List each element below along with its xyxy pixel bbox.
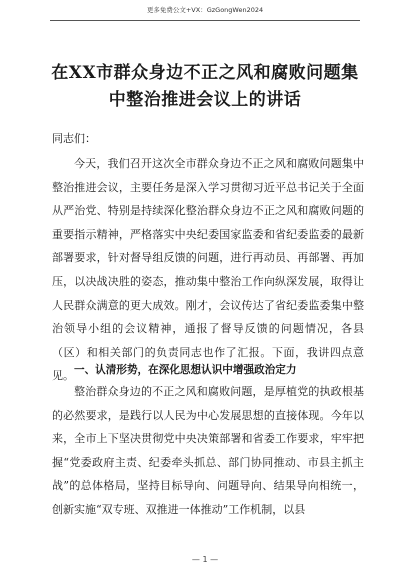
header-note: 更多免费公文+VX：GzGongWen2024 (146, 6, 264, 14)
title-line-1: 在XX市群众身边不正之风和腐败问题集 (51, 63, 359, 83)
salutation: 同志们： (52, 132, 96, 145)
paragraph-section-1: 整治群众身边的不正之风和腐败问题，是厚植党的执政根基的必然要求，是践行以人民为中心发展思想的直接体现。今年以来，全市上下坚决贯彻党中央决策部署和省委工作要求，牢牢把握“党委政府主责、纪委牵头抓总、部门协同推动、市县主抓主战”的总体格局，坚持目标导向、问题导向、结果导向相统一，创新实施“双专班、双推进一体推动”工作机制，以县 (52, 385, 364, 516)
paragraph-opening: 今天，我们召开这次全市群众身边不正之风和腐败问题集中整治推进会议，主要任务是深入学习贯彻习近平总书记关于全面从严治党、特别是持续深化整治群众身边不正之风和腐败问题的重要指示精神，严格落实中央纪委国家监委和省纪委监委的最新部署要求，针对督导组反馈的问题，进行再动员、再部署、再加压，以决战决胜的姿态，推动集中整治工作向纵深发展，取得让人民群众满意的更大成效。刚才，会议传达了省纪委监委集中整治领导小组的会议精神，通报了督导反馈的问题情况，各县（区）和相关部门的负责同志也作了汇报。下面，我讲四点意见。 (52, 157, 364, 383)
header-divider (50, 20, 360, 21)
section-heading-1: 一、认清形势，在深化思想认识中增强政治定力 (74, 364, 297, 376)
page-number: — 1 — (191, 555, 219, 564)
document-title (40, 60, 370, 114)
title-line-2: 中整治推进会议上的讲话 (108, 90, 302, 110)
